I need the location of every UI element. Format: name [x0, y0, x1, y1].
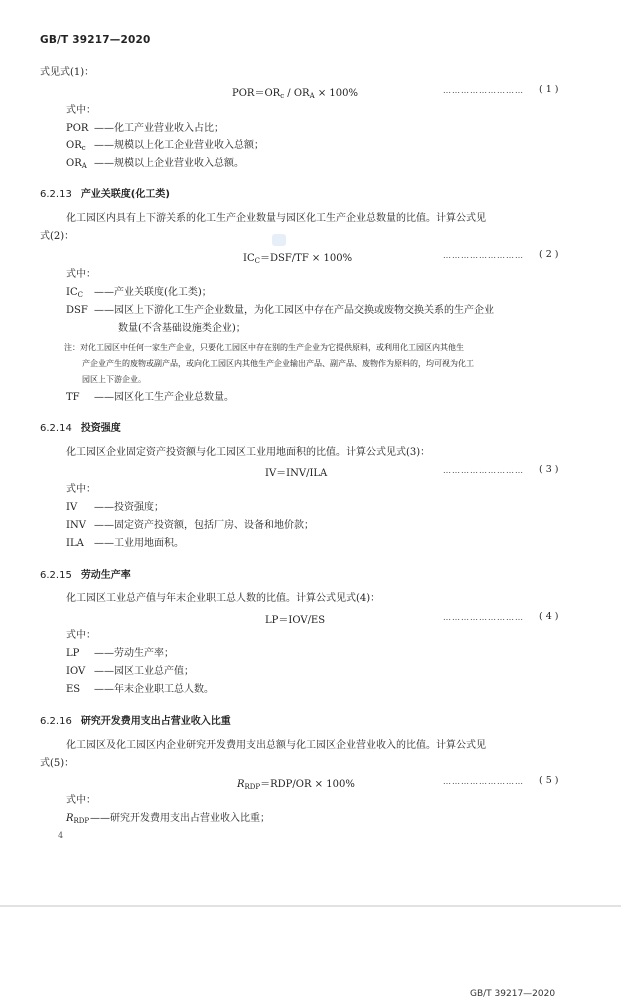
paragraph: 化工园区企业固定资产投资额与化工园区工业用地面积的比值。计算公式见式(3)： [66, 447, 431, 458]
section-heading: 6.2.13 产业关联度(化工类) [40, 189, 170, 200]
symbol-definition: DSF ——园区上下游化工生产企业数量，为化工园区中存在产品交换或废物交换关系的生产企业 [66, 305, 494, 316]
page-number: 4 [58, 831, 64, 840]
symbol-definition: ES ——年末企业职工总人数。 [66, 684, 214, 695]
formula-3: IV＝INV/ILA [265, 468, 328, 479]
equation-leader-dots: ……………………… [443, 86, 524, 95]
section-heading: 6.2.14 投资强度 [40, 423, 121, 434]
symbol-definition-cont: 数量(不含基础设施类企业)； [118, 323, 246, 334]
equation-leader-dots: ……………………… [443, 613, 524, 622]
where-label: 式中： [66, 269, 96, 280]
symbol-definition: ILA ——工业用地面积。 [66, 538, 184, 549]
symbol-definition: $OR_A$ ——规模以上企业营业收入总额。 [66, 158, 244, 170]
page-divider [0, 905, 621, 907]
symbol-definition: $R_{RDP}——$研究开发费用支出占营业收入比重； [66, 813, 270, 825]
formula-4: LP＝IOV/ES [265, 615, 326, 626]
note: 产企业产生的废物或副产品，或向化工园区内其他生产企业输出产品、副产品、废物作为原料的，均可视为化工 [82, 359, 474, 368]
paragraph: 化工园区内具有上下游关系的化工生产企业数量与园区化工生产企业总数量的比值。计算公式见 [66, 213, 486, 224]
watermark-icon [272, 234, 286, 246]
formula-intro: 式见式(1)： [40, 67, 95, 78]
note: 园区上下游企业。 [82, 375, 146, 384]
equation-leader-dots: ……………………… [443, 251, 524, 260]
formula-2: $IC_C=DSF/TF \times 100\%$ [243, 253, 353, 265]
paragraph: 式(2)： [40, 231, 75, 242]
symbol-definition: IV ——投资强度； [66, 502, 164, 513]
formula-1: $POR=OR_c / OR_A \times 100\%$ [232, 88, 358, 100]
standard-number: GB/T 39217—2020 [40, 34, 151, 46]
section-heading: 6.2.16 研究开发费用支出占营业收入比重 [40, 716, 231, 727]
where-label: 式中： [66, 484, 96, 495]
where-label: 式中： [66, 795, 96, 806]
equation-number: ( 1 ) [539, 84, 559, 95]
section-heading: 6.2.15 劳动生产率 [40, 570, 131, 581]
where-label: 式中： [66, 630, 96, 641]
paragraph: 化工园区及化工园区内企业研究开发费用支出总额与化工园区企业营业收入的比值。计算公式见 [66, 740, 486, 751]
equation-number: ( 3 ) [539, 464, 559, 475]
symbol-definition: LP ——劳动生产率； [66, 648, 174, 659]
symbol-definition: $OR_c$ ——规模以上化工企业营业收入总额； [66, 140, 264, 152]
symbol-definition: TF ——园区化工生产企业总数量。 [66, 392, 234, 403]
symbol-definition: POR ——化工产业营业收入占比； [66, 123, 224, 134]
equation-number: ( 4 ) [539, 611, 559, 622]
symbol-definition: $IC_C$ ——产业关联度(化工类)； [66, 287, 212, 299]
formula-5: $R_{RDP}=RDP/OR \times 100\%$ [237, 779, 355, 791]
symbol-definition: IOV ——园区工业总产值； [66, 666, 194, 677]
equation-number: ( 5 ) [539, 775, 559, 786]
paragraph: 化工园区工业总产值与年末企业职工总人数的比值。计算公式见式(4)： [66, 593, 381, 604]
equation-leader-dots: ……………………… [443, 777, 524, 786]
paragraph: 式(5)： [40, 758, 75, 769]
equation-leader-dots: ……………………… [443, 466, 524, 475]
next-page-header: GB/T 39217—2020 [470, 989, 556, 999]
equation-number: ( 2 ) [539, 249, 559, 260]
symbol-definition: INV ——固定资产投资额，包括厂房、设备和地价款； [66, 520, 314, 531]
note: 注：对化工园区中任何一家生产企业，只要化工园区中存在别的生产企业为它提供原料，或利用化工园区内其他生 [64, 343, 464, 352]
where-label: 式中： [66, 105, 96, 116]
